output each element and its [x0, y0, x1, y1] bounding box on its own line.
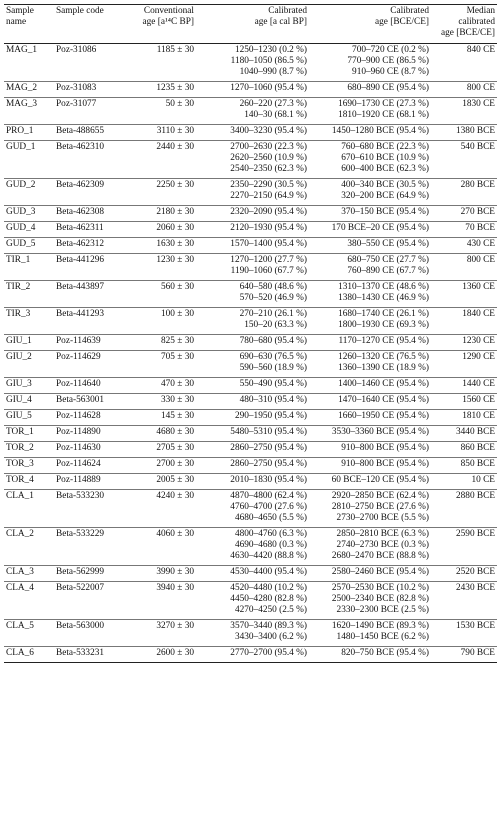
calibrated-bp-cell — [196, 125, 309, 141]
calibrated-ce-cell — [309, 125, 431, 141]
range-line: 2500–2340 BCE (82.8 %) — [331, 594, 429, 604]
sample-code-cell: Beta-462309 — [54, 179, 118, 206]
header-line: age [a¹⁴C BP] — [142, 17, 194, 27]
sample-code-cell: Beta-522007 — [54, 582, 118, 620]
table-row — [4, 394, 497, 410]
range-line: 1270–1200 (27.7 %) — [230, 255, 307, 265]
range-line: 2860–2750 (95.4 %) — [230, 459, 307, 469]
header-line: Calibrated — [390, 6, 429, 16]
range-line: 3530–3360 BCE (95.4 %) — [331, 427, 429, 437]
conventional-age-cell: 3990 ± 30 — [118, 566, 196, 582]
calibrated-ce-cell — [309, 378, 431, 394]
calibrated-ce-cell — [309, 179, 431, 206]
calibrated-bp-cell — [196, 647, 309, 663]
header-sample-name — [4, 5, 54, 44]
sample-code-cell: Poz-114639 — [54, 335, 118, 351]
calibrated-ce-cell — [309, 394, 431, 410]
range-line: 1040–990 (8.7 %) — [239, 67, 307, 77]
sample-code-cell: Poz-114629 — [54, 351, 118, 378]
range-line: 910–800 BCE (95.4 %) — [341, 443, 429, 453]
range-line: 2860–2750 (95.4 %) — [230, 443, 307, 453]
conventional-age-cell: 2250 ± 30 — [118, 179, 196, 206]
range-line: 670–610 BCE (10.9 %) — [341, 153, 429, 163]
sample-name-cell: PRO_1 — [4, 125, 54, 141]
calibrated-ce-cell — [309, 141, 431, 179]
median-age-cell: 1230 CE — [431, 335, 497, 351]
range-line: 1620–1490 BCE (89.3 %) — [331, 621, 429, 631]
sample-name-cell: TOR_3 — [4, 458, 54, 474]
sample-name-cell: CLA_2 — [4, 528, 54, 566]
sample-name-cell: GUD_1 — [4, 141, 54, 179]
range-line: 2570–2530 BCE (10.2 %) — [331, 583, 429, 593]
header-line: age [BCE/CE] — [441, 28, 495, 38]
calibrated-bp-cell — [196, 490, 309, 528]
median-age-cell: 3440 BCE — [431, 426, 497, 442]
sample-name-cell: TOR_1 — [4, 426, 54, 442]
conventional-age-cell: 3940 ± 30 — [118, 582, 196, 620]
conventional-age-cell: 4060 ± 30 — [118, 528, 196, 566]
range-line: 1260–1320 CE (76.5 %) — [338, 352, 429, 362]
radiocarbon-dates-table — [4, 4, 497, 663]
table-row — [4, 458, 497, 474]
sample-name-cell: GUD_2 — [4, 179, 54, 206]
conventional-age-cell: 100 ± 30 — [118, 308, 196, 335]
header-line: Sample — [6, 6, 34, 16]
range-line: 4630–4420 (88.8 %) — [230, 551, 307, 561]
header-line: age [BCE/CE] — [375, 17, 429, 27]
conventional-age-cell: 2700 ± 30 — [118, 458, 196, 474]
range-line: 2330–2300 BCE (2.5 %) — [336, 605, 429, 615]
range-line: 2740–2730 BCE (0.3 %) — [336, 540, 429, 550]
sample-name-cell: GIU_5 — [4, 410, 54, 426]
range-line: 600–400 BCE (62.3 %) — [341, 164, 429, 174]
table-row — [4, 426, 497, 442]
sample-name-cell: GUD_5 — [4, 238, 54, 254]
conventional-age-cell: 2005 ± 30 — [118, 474, 196, 490]
range-line: 2350–2290 (30.5 %) — [230, 180, 307, 190]
calibrated-bp-cell — [196, 179, 309, 206]
range-line: 5480–5310 (95.4 %) — [230, 427, 307, 437]
calibrated-bp-cell — [196, 394, 309, 410]
conventional-age-cell: 560 ± 30 — [118, 281, 196, 308]
range-line: 570–520 (46.9 %) — [239, 293, 307, 303]
header-line: calibrated — [458, 17, 495, 27]
sample-code-cell: Poz-114630 — [54, 442, 118, 458]
median-age-cell: 1830 CE — [431, 98, 497, 125]
table-row — [4, 308, 497, 335]
header-median-age — [431, 5, 497, 44]
header-row — [4, 5, 497, 44]
table-row — [4, 82, 497, 98]
sample-name-cell: GIU_4 — [4, 394, 54, 410]
conventional-age-cell: 2180 ± 30 — [118, 206, 196, 222]
conventional-age-cell: 50 ± 30 — [118, 98, 196, 125]
median-age-cell: 270 BCE — [431, 206, 497, 222]
range-line: 1190–1060 (67.7 %) — [230, 266, 307, 276]
range-line: 1570–1400 (95.4 %) — [230, 239, 307, 249]
sample-name-cell: GIU_1 — [4, 335, 54, 351]
calibrated-bp-cell — [196, 458, 309, 474]
range-line: 2680–2470 BCE (88.8 %) — [331, 551, 429, 561]
header-line: Conventional — [143, 6, 194, 16]
range-line: 1270–1060 (95.4 %) — [230, 83, 307, 93]
median-age-cell: 2880 BCE — [431, 490, 497, 528]
median-age-cell: 860 BCE — [431, 442, 497, 458]
conventional-age-cell: 1185 ± 30 — [118, 44, 196, 82]
range-line: 3430–3400 (6.2 %) — [234, 632, 307, 642]
range-line: 1480–1450 BCE (6.2 %) — [336, 632, 429, 642]
range-line: 1310–1370 CE (48.6 %) — [338, 282, 429, 292]
calibrated-ce-cell — [309, 308, 431, 335]
sample-name-cell: TIR_2 — [4, 281, 54, 308]
range-line: 2270–2150 (64.9 %) — [230, 191, 307, 201]
median-age-cell: 1530 BCE — [431, 620, 497, 647]
table-row — [4, 647, 497, 663]
range-line: 1680–1740 CE (26.1 %) — [338, 309, 429, 319]
range-line: 4690–4680 (0.3 %) — [234, 540, 307, 550]
sample-code-cell: Beta-462308 — [54, 206, 118, 222]
table-row — [4, 566, 497, 582]
range-line: 270–210 (26.1 %) — [239, 309, 307, 319]
sample-name-cell: CLA_3 — [4, 566, 54, 582]
range-line: 2580–2460 BCE (95.4 %) — [331, 567, 429, 577]
calibrated-bp-cell — [196, 206, 309, 222]
table-row — [4, 254, 497, 281]
calibrated-ce-cell — [309, 647, 431, 663]
header-line: Median — [466, 6, 495, 16]
range-line: 680–750 CE (27.7 %) — [347, 255, 429, 265]
table-row — [4, 442, 497, 458]
range-line: 1380–1430 CE (46.9 %) — [338, 293, 429, 303]
range-line: 770–900 CE (86.5 %) — [347, 56, 429, 66]
range-line: 2620–2560 (10.9 %) — [230, 153, 307, 163]
calibrated-ce-cell — [309, 335, 431, 351]
range-line: 4530–4400 (95.4 %) — [230, 567, 307, 577]
sample-code-cell: Poz-31086 — [54, 44, 118, 82]
calibrated-bp-cell — [196, 442, 309, 458]
calibrated-ce-cell — [309, 620, 431, 647]
median-age-cell: 1560 CE — [431, 394, 497, 410]
range-line: 690–630 (76.5 %) — [239, 352, 307, 362]
sample-code-cell: Poz-114890 — [54, 426, 118, 442]
range-line: 760–680 BCE (22.3 %) — [341, 142, 429, 152]
median-age-cell: 10 CE — [431, 474, 497, 490]
range-line: 680–890 CE (95.4 %) — [347, 83, 429, 93]
calibrated-bp-cell — [196, 474, 309, 490]
calibrated-ce-cell — [309, 222, 431, 238]
table-row — [4, 44, 497, 82]
range-line: 4520–4480 (10.2 %) — [230, 583, 307, 593]
range-line: 150–20 (63.3 %) — [244, 320, 307, 330]
conventional-age-cell: 4680 ± 30 — [118, 426, 196, 442]
range-line: 3570–3440 (89.3 %) — [230, 621, 307, 631]
median-age-cell: 1840 CE — [431, 308, 497, 335]
median-age-cell: 800 CE — [431, 82, 497, 98]
range-line: 400–340 BCE (30.5 %) — [341, 180, 429, 190]
range-line: 780–680 (95.4 %) — [239, 336, 307, 346]
conventional-age-cell: 145 ± 30 — [118, 410, 196, 426]
conventional-age-cell: 1230 ± 30 — [118, 254, 196, 281]
median-age-cell: 540 BCE — [431, 141, 497, 179]
calibrated-ce-cell — [309, 206, 431, 222]
conventional-age-cell: 1630 ± 30 — [118, 238, 196, 254]
range-line: 700–720 CE (0.2 %) — [352, 45, 429, 55]
table-row — [4, 378, 497, 394]
header-line: age [a cal BP] — [254, 17, 307, 27]
sample-code-cell: Beta-533229 — [54, 528, 118, 566]
table-row — [4, 351, 497, 378]
median-age-cell: 850 BCE — [431, 458, 497, 474]
calibrated-ce-cell — [309, 82, 431, 98]
sample-code-cell: Beta-462311 — [54, 222, 118, 238]
range-line: 370–150 BCE (95.4 %) — [341, 207, 429, 217]
table-row — [4, 335, 497, 351]
sample-code-cell: Beta-462312 — [54, 238, 118, 254]
range-line: 820–750 BCE (95.4 %) — [341, 648, 429, 658]
table-row — [4, 490, 497, 528]
conventional-age-cell: 3270 ± 30 — [118, 620, 196, 647]
range-line: 1170–1270 CE (95.4 %) — [338, 336, 429, 346]
calibrated-ce-cell — [309, 351, 431, 378]
header-calibrated-age-ce — [309, 5, 431, 44]
sample-name-cell: CLA_6 — [4, 647, 54, 663]
header-conventional-age — [118, 5, 196, 44]
median-age-cell: 1290 CE — [431, 351, 497, 378]
sample-name-cell: TOR_2 — [4, 442, 54, 458]
sample-code-cell: Beta-441293 — [54, 308, 118, 335]
calibrated-bp-cell — [196, 141, 309, 179]
range-line: 4680–4650 (5.5 %) — [234, 513, 307, 523]
table-row — [4, 528, 497, 566]
sample-code-cell: Beta-441296 — [54, 254, 118, 281]
range-line: 2770–2700 (95.4 %) — [230, 648, 307, 658]
range-line: 2700–2630 (22.3 %) — [230, 142, 307, 152]
sample-code-cell: Beta-533230 — [54, 490, 118, 528]
range-line: 1690–1730 CE (27.3 %) — [338, 99, 429, 109]
conventional-age-cell: 2600 ± 30 — [118, 647, 196, 663]
range-line: 2730–2700 BCE (5.5 %) — [336, 513, 429, 523]
range-line: 4760–4700 (27.6 %) — [230, 502, 307, 512]
sample-name-cell: GIU_3 — [4, 378, 54, 394]
sample-name-cell: TOR_4 — [4, 474, 54, 490]
conventional-age-cell: 330 ± 30 — [118, 394, 196, 410]
median-age-cell: 840 CE — [431, 44, 497, 82]
range-line: 380–550 CE (95.4 %) — [347, 239, 429, 249]
calibrated-bp-cell — [196, 378, 309, 394]
calibrated-bp-cell — [196, 582, 309, 620]
range-line: 4870–4800 (62.4 %) — [230, 491, 307, 501]
range-line: 2320–2090 (95.4 %) — [230, 207, 307, 217]
range-line: 910–960 CE (8.7 %) — [352, 67, 429, 77]
sample-name-cell: CLA_1 — [4, 490, 54, 528]
sample-code-cell: Beta-533231 — [54, 647, 118, 663]
calibrated-bp-cell — [196, 222, 309, 238]
range-line: 1800–1930 CE (69.3 %) — [338, 320, 429, 330]
calibrated-bp-cell — [196, 281, 309, 308]
calibrated-ce-cell — [309, 528, 431, 566]
range-line: 1360–1390 CE (18.9 %) — [338, 363, 429, 373]
calibrated-bp-cell — [196, 44, 309, 82]
calibrated-bp-cell — [196, 410, 309, 426]
conventional-age-cell: 2060 ± 30 — [118, 222, 196, 238]
range-line: 590–560 (18.9 %) — [239, 363, 307, 373]
sample-code-cell: Beta-462310 — [54, 141, 118, 179]
median-age-cell: 2590 BCE — [431, 528, 497, 566]
table-row — [4, 582, 497, 620]
range-line: 1470–1640 CE (95.4 %) — [338, 395, 429, 405]
calibrated-ce-cell — [309, 281, 431, 308]
range-line: 2920–2850 BCE (62.4 %) — [331, 491, 429, 501]
sample-name-cell: GIU_2 — [4, 351, 54, 378]
range-line: 550–490 (95.4 %) — [239, 379, 307, 389]
sample-name-cell: CLA_4 — [4, 582, 54, 620]
sample-name-cell: MAG_1 — [4, 44, 54, 82]
range-line: 60 BCE–120 CE (95.4 %) — [331, 475, 429, 485]
table-row — [4, 620, 497, 647]
median-age-cell: 430 CE — [431, 238, 497, 254]
conventional-age-cell: 3110 ± 30 — [118, 125, 196, 141]
calibrated-bp-cell — [196, 351, 309, 378]
sample-code-cell: Poz-31077 — [54, 98, 118, 125]
calibrated-bp-cell — [196, 254, 309, 281]
range-line: 260–220 (27.3 %) — [239, 99, 307, 109]
table-row — [4, 125, 497, 141]
sample-code-cell: Beta-488655 — [54, 125, 118, 141]
calibrated-ce-cell — [309, 98, 431, 125]
range-line: 3400–3230 (95.4 %) — [230, 126, 307, 136]
table-row — [4, 141, 497, 179]
sample-name-cell: GUD_4 — [4, 222, 54, 238]
calibrated-bp-cell — [196, 426, 309, 442]
conventional-age-cell: 470 ± 30 — [118, 378, 196, 394]
median-age-cell: 1810 CE — [431, 410, 497, 426]
conventional-age-cell: 705 ± 30 — [118, 351, 196, 378]
range-line: 1250–1230 (0.2 %) — [234, 45, 307, 55]
table-row — [4, 206, 497, 222]
conventional-age-cell: 1235 ± 30 — [118, 82, 196, 98]
range-line: 4270–4250 (2.5 %) — [234, 605, 307, 615]
calibrated-bp-cell — [196, 335, 309, 351]
range-line: 4800–4760 (6.3 %) — [234, 529, 307, 539]
range-line: 2120–1930 (95.4 %) — [230, 223, 307, 233]
sample-code-cell: Poz-114889 — [54, 474, 118, 490]
header-line: name — [6, 17, 27, 27]
median-age-cell: 800 CE — [431, 254, 497, 281]
range-line: 4450–4280 (82.8 %) — [230, 594, 307, 604]
median-age-cell: 1440 CE — [431, 378, 497, 394]
calibrated-bp-cell — [196, 82, 309, 98]
header-calibrated-age-bp — [196, 5, 309, 44]
range-line: 170 BCE–20 CE (95.4 %) — [331, 223, 429, 233]
median-age-cell: 790 BCE — [431, 647, 497, 663]
range-line: 1450–1280 BCE (95.4 %) — [331, 126, 429, 136]
calibrated-bp-cell — [196, 528, 309, 566]
median-age-cell: 2430 BCE — [431, 582, 497, 620]
range-line: 2810–2750 BCE (27.6 %) — [331, 502, 429, 512]
sample-code-cell: Poz-31083 — [54, 82, 118, 98]
calibrated-ce-cell — [309, 474, 431, 490]
calibrated-ce-cell — [309, 44, 431, 82]
table-header — [4, 5, 497, 44]
calibrated-bp-cell — [196, 566, 309, 582]
median-age-cell: 2520 BCE — [431, 566, 497, 582]
median-age-cell: 1380 BCE — [431, 125, 497, 141]
range-line: 290–1950 (95.4 %) — [234, 411, 307, 421]
calibrated-ce-cell — [309, 566, 431, 582]
range-line: 140–30 (68.1 %) — [244, 110, 307, 120]
sample-name-cell: MAG_2 — [4, 82, 54, 98]
conventional-age-cell: 2440 ± 30 — [118, 141, 196, 179]
conventional-age-cell: 4240 ± 30 — [118, 490, 196, 528]
sample-code-cell: Poz-114624 — [54, 458, 118, 474]
table-row — [4, 98, 497, 125]
range-line: 2010–1830 (95.4 %) — [230, 475, 307, 485]
table-body — [4, 44, 497, 663]
header-line: Sample code — [56, 6, 104, 16]
calibrated-bp-cell — [196, 238, 309, 254]
sample-code-cell: Beta-443897 — [54, 281, 118, 308]
calibrated-ce-cell — [309, 254, 431, 281]
range-line: 2850–2810 BCE (6.3 %) — [336, 529, 429, 539]
calibrated-ce-cell — [309, 238, 431, 254]
range-line: 910–800 BCE (95.4 %) — [341, 459, 429, 469]
range-line: 1180–1050 (86.5 %) — [230, 56, 307, 66]
range-line: 1810–1920 CE (68.1 %) — [338, 110, 429, 120]
range-line: 320–200 BCE (64.9 %) — [341, 191, 429, 201]
range-line: 480–310 (95.4 %) — [239, 395, 307, 405]
calibrated-ce-cell — [309, 442, 431, 458]
sample-name-cell: CLA_5 — [4, 620, 54, 647]
median-age-cell: 280 BCE — [431, 179, 497, 206]
table-row — [4, 474, 497, 490]
sample-name-cell: MAG_3 — [4, 98, 54, 125]
range-line: 1400–1460 CE (95.4 %) — [338, 379, 429, 389]
range-line: 640–580 (48.6 %) — [239, 282, 307, 292]
sample-name-cell: TIR_1 — [4, 254, 54, 281]
conventional-age-cell: 825 ± 30 — [118, 335, 196, 351]
range-line: 2540–2350 (62.3 %) — [230, 164, 307, 174]
median-age-cell: 70 BCE — [431, 222, 497, 238]
sample-code-cell: Poz-114628 — [54, 410, 118, 426]
calibrated-ce-cell — [309, 426, 431, 442]
sample-code-cell: Poz-114640 — [54, 378, 118, 394]
table-row — [4, 238, 497, 254]
median-age-cell: 1360 CE — [431, 281, 497, 308]
sample-code-cell: Beta-562999 — [54, 566, 118, 582]
calibrated-ce-cell — [309, 458, 431, 474]
sample-name-cell: GUD_3 — [4, 206, 54, 222]
conventional-age-cell: 2705 ± 30 — [118, 442, 196, 458]
header-sample-code — [54, 5, 118, 44]
range-line: 760–890 CE (67.7 %) — [347, 266, 429, 276]
sample-code-cell: Beta-563000 — [54, 620, 118, 647]
calibrated-bp-cell — [196, 308, 309, 335]
sample-name-cell: TIR_3 — [4, 308, 54, 335]
table-row — [4, 222, 497, 238]
calibrated-bp-cell — [196, 98, 309, 125]
table-row — [4, 281, 497, 308]
sample-code-cell: Beta-563001 — [54, 394, 118, 410]
range-line: 1660–1950 CE (95.4 %) — [338, 411, 429, 421]
table-row — [4, 410, 497, 426]
calibrated-ce-cell — [309, 582, 431, 620]
calibrated-ce-cell — [309, 490, 431, 528]
calibrated-ce-cell — [309, 410, 431, 426]
table-row — [4, 179, 497, 206]
header-line: Calibrated — [268, 6, 307, 16]
calibrated-bp-cell — [196, 620, 309, 647]
